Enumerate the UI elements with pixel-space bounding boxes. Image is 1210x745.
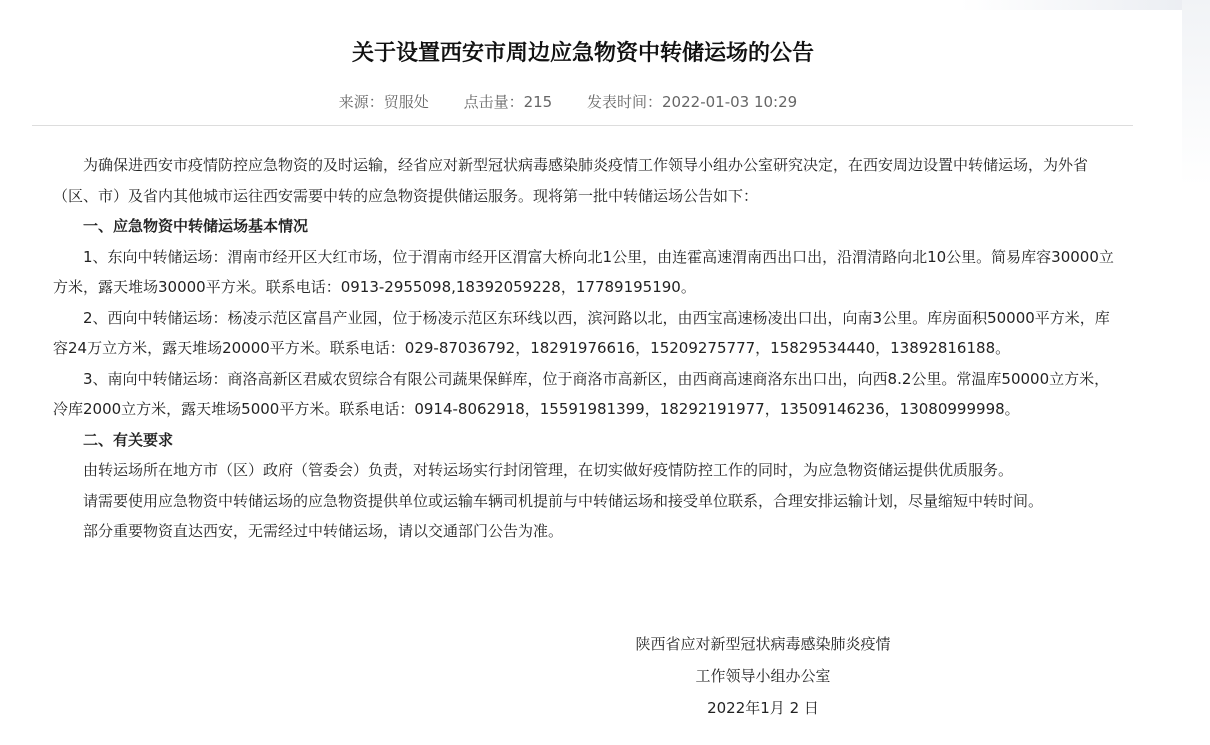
signature-organization-line1: 陕西省应对新型冠状病毒感染肺炎疫情 (635, 635, 891, 653)
south-transfer-station-paragraph: 3、南向中转储运场：商洛高新区君威农贸综合有限公司蔬果保鲜库，位于商洛市高新区，由西商高速商洛东出口出，向西8.2公里。常温库50000立方米，冷库2000立方米，露天堆场5000平方米。联系电话：0914-8062918，15591981399，18292191977，13509146236，13080999998。 (53, 369, 1110, 418)
title-divider (32, 125, 1133, 126)
intro-paragraph: 为确保进西安市疫情防控应急物资的及时运输，经省应对新型冠状病毒感染肺炎疫情工作领导小组办公室研究决定，在西安周边设置中转储运场，为外省（区、市）及省内其他城市运往西安需要中转的应急物资提供储运服务。现将第一批中转储运场公告如下： (53, 156, 1089, 205)
requirement-paragraph-3: 部分重要物资直达西安，无需经过中转储运场，请以交通部门公告为准。 (83, 522, 564, 540)
requirement-paragraph-1: 由转运场所在地方市（区）政府（管委会）负责，对转运场实行封闭管理，在切实做好疫情防控工作的同时，为应急物资储运提供优质服务。 (83, 461, 1014, 479)
east-transfer-station-paragraph: 1、东向中转储运场：渭南市经开区大红市场，位于渭南市经开区渭富大桥向北1公里，由连霍高速渭南西出口出，沿渭清路向北10公里。简易库容30000立方米，露天堆场30000平方米。联系电话：0913-2955098,18392059228，17789195190。 (53, 247, 1114, 296)
browser-top-strip (960, 0, 1210, 10)
article-publish-time: 发表时间：2022-01-03 10:29 (587, 93, 798, 111)
article-view-count: 点击量：215 (463, 93, 553, 111)
signature-organization-line2: 工作领导小组办公室 (695, 667, 831, 685)
article-meta (0, 91, 1136, 113)
section-heading-basic-info: 一、应急物资中转储运场基本情况 (83, 217, 309, 235)
signature-date: 2022年1月 2 日 (707, 699, 819, 717)
west-transfer-station-paragraph: 2、西向中转储运场：杨凌示范区富昌产业园，位于杨凌示范区东环线以西，滨河路以北，由西宝高速杨凌出口出，向南3公里。库房面积50000平方米，库容24万立方米，露天堆场20000平方米。联系电话：029-87036792，18291976616，15209275777，15829534440，13892816188。 (53, 308, 1110, 357)
scrollbar-track[interactable] (1182, 0, 1210, 745)
article-body (53, 150, 1123, 547)
requirement-paragraph-2: 请需要使用应急物资中转储运场的应急物资提供单位或运输车辆司机提前与中转储运场和接受单位联系，合理安排运输计划，尽量缩短中转时间。 (83, 491, 1044, 510)
signature-block (600, 628, 926, 724)
article-source: 来源：贸服处 (338, 93, 429, 111)
section-heading-requirements: 二、有关要求 (83, 430, 174, 449)
article-title: 关于设置西安市周边应急物资中转储运场的公告 (351, 41, 814, 66)
